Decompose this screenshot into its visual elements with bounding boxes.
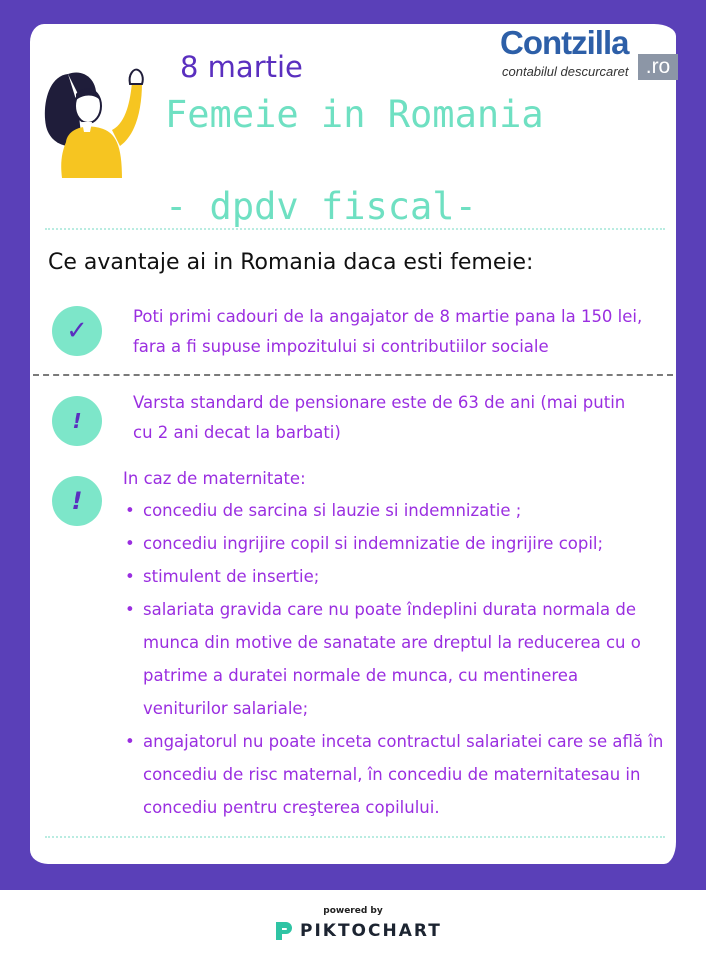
piktochart-logo-icon bbox=[274, 920, 292, 942]
page-title: Femeie in Romania bbox=[165, 93, 544, 136]
list-item: In caz de maternitate: bbox=[123, 469, 306, 488]
logo-name: Contzilla bbox=[500, 24, 629, 61]
logo-tagline: contabilul descurcaret bbox=[502, 64, 629, 79]
list-item: • salariata gravida care nu poate îndeplini durata normala de munca din motive de sanatate are dreptul la reducerea cu o patrime a duratei normale de munca, cu mentinerea veniturilor salariale; bbox=[125, 593, 665, 725]
woman-illustration bbox=[38, 66, 158, 184]
check-icon: ✓ bbox=[52, 306, 102, 356]
list-item: Varsta standard de pensionare este de 63 de ani (mai putin cu 2 ani decat la barbati) bbox=[133, 393, 626, 442]
list-item: • concediu ingrijire copil si indemnizatie de ingrijire copil; bbox=[125, 527, 665, 560]
contzilla-logo bbox=[500, 24, 678, 86]
divider-bottom bbox=[45, 836, 665, 838]
exclamation-icon: ! bbox=[52, 476, 102, 526]
piktochart-brand[interactable] bbox=[274, 920, 442, 942]
list-item: Poti primi cadouri de la angajator de 8 martie pana la 150 lei, fara a fi supuse impozitului si contributiilor sociale bbox=[133, 307, 643, 356]
maternity-benefits-list bbox=[125, 494, 665, 824]
date-label: 8 martie bbox=[180, 50, 303, 84]
list-item: • concediu de sarcina si lauzie si indemnizatie ; bbox=[125, 494, 665, 527]
exclamation-icon: ! bbox=[52, 396, 102, 446]
powered-by-label: powered by bbox=[323, 906, 383, 916]
section-heading: Ce avantaje ai in Romania daca esti femeie: bbox=[48, 250, 534, 275]
piktochart-name: PIKTOCHART bbox=[300, 921, 442, 941]
divider-top bbox=[45, 228, 665, 230]
list-item: • angajatorul nu poate inceta contractul salariatei care se află în concediu de risc maternal, în concediu de maternitatesau in concediu pentru creşterea copilului. bbox=[125, 725, 665, 824]
logo-tld: .ro bbox=[638, 54, 678, 80]
list-item: • stimulent de insertie; bbox=[125, 560, 665, 593]
divider-dashed bbox=[33, 374, 673, 376]
page-subtitle: - dpdv fiscal- bbox=[165, 185, 477, 228]
